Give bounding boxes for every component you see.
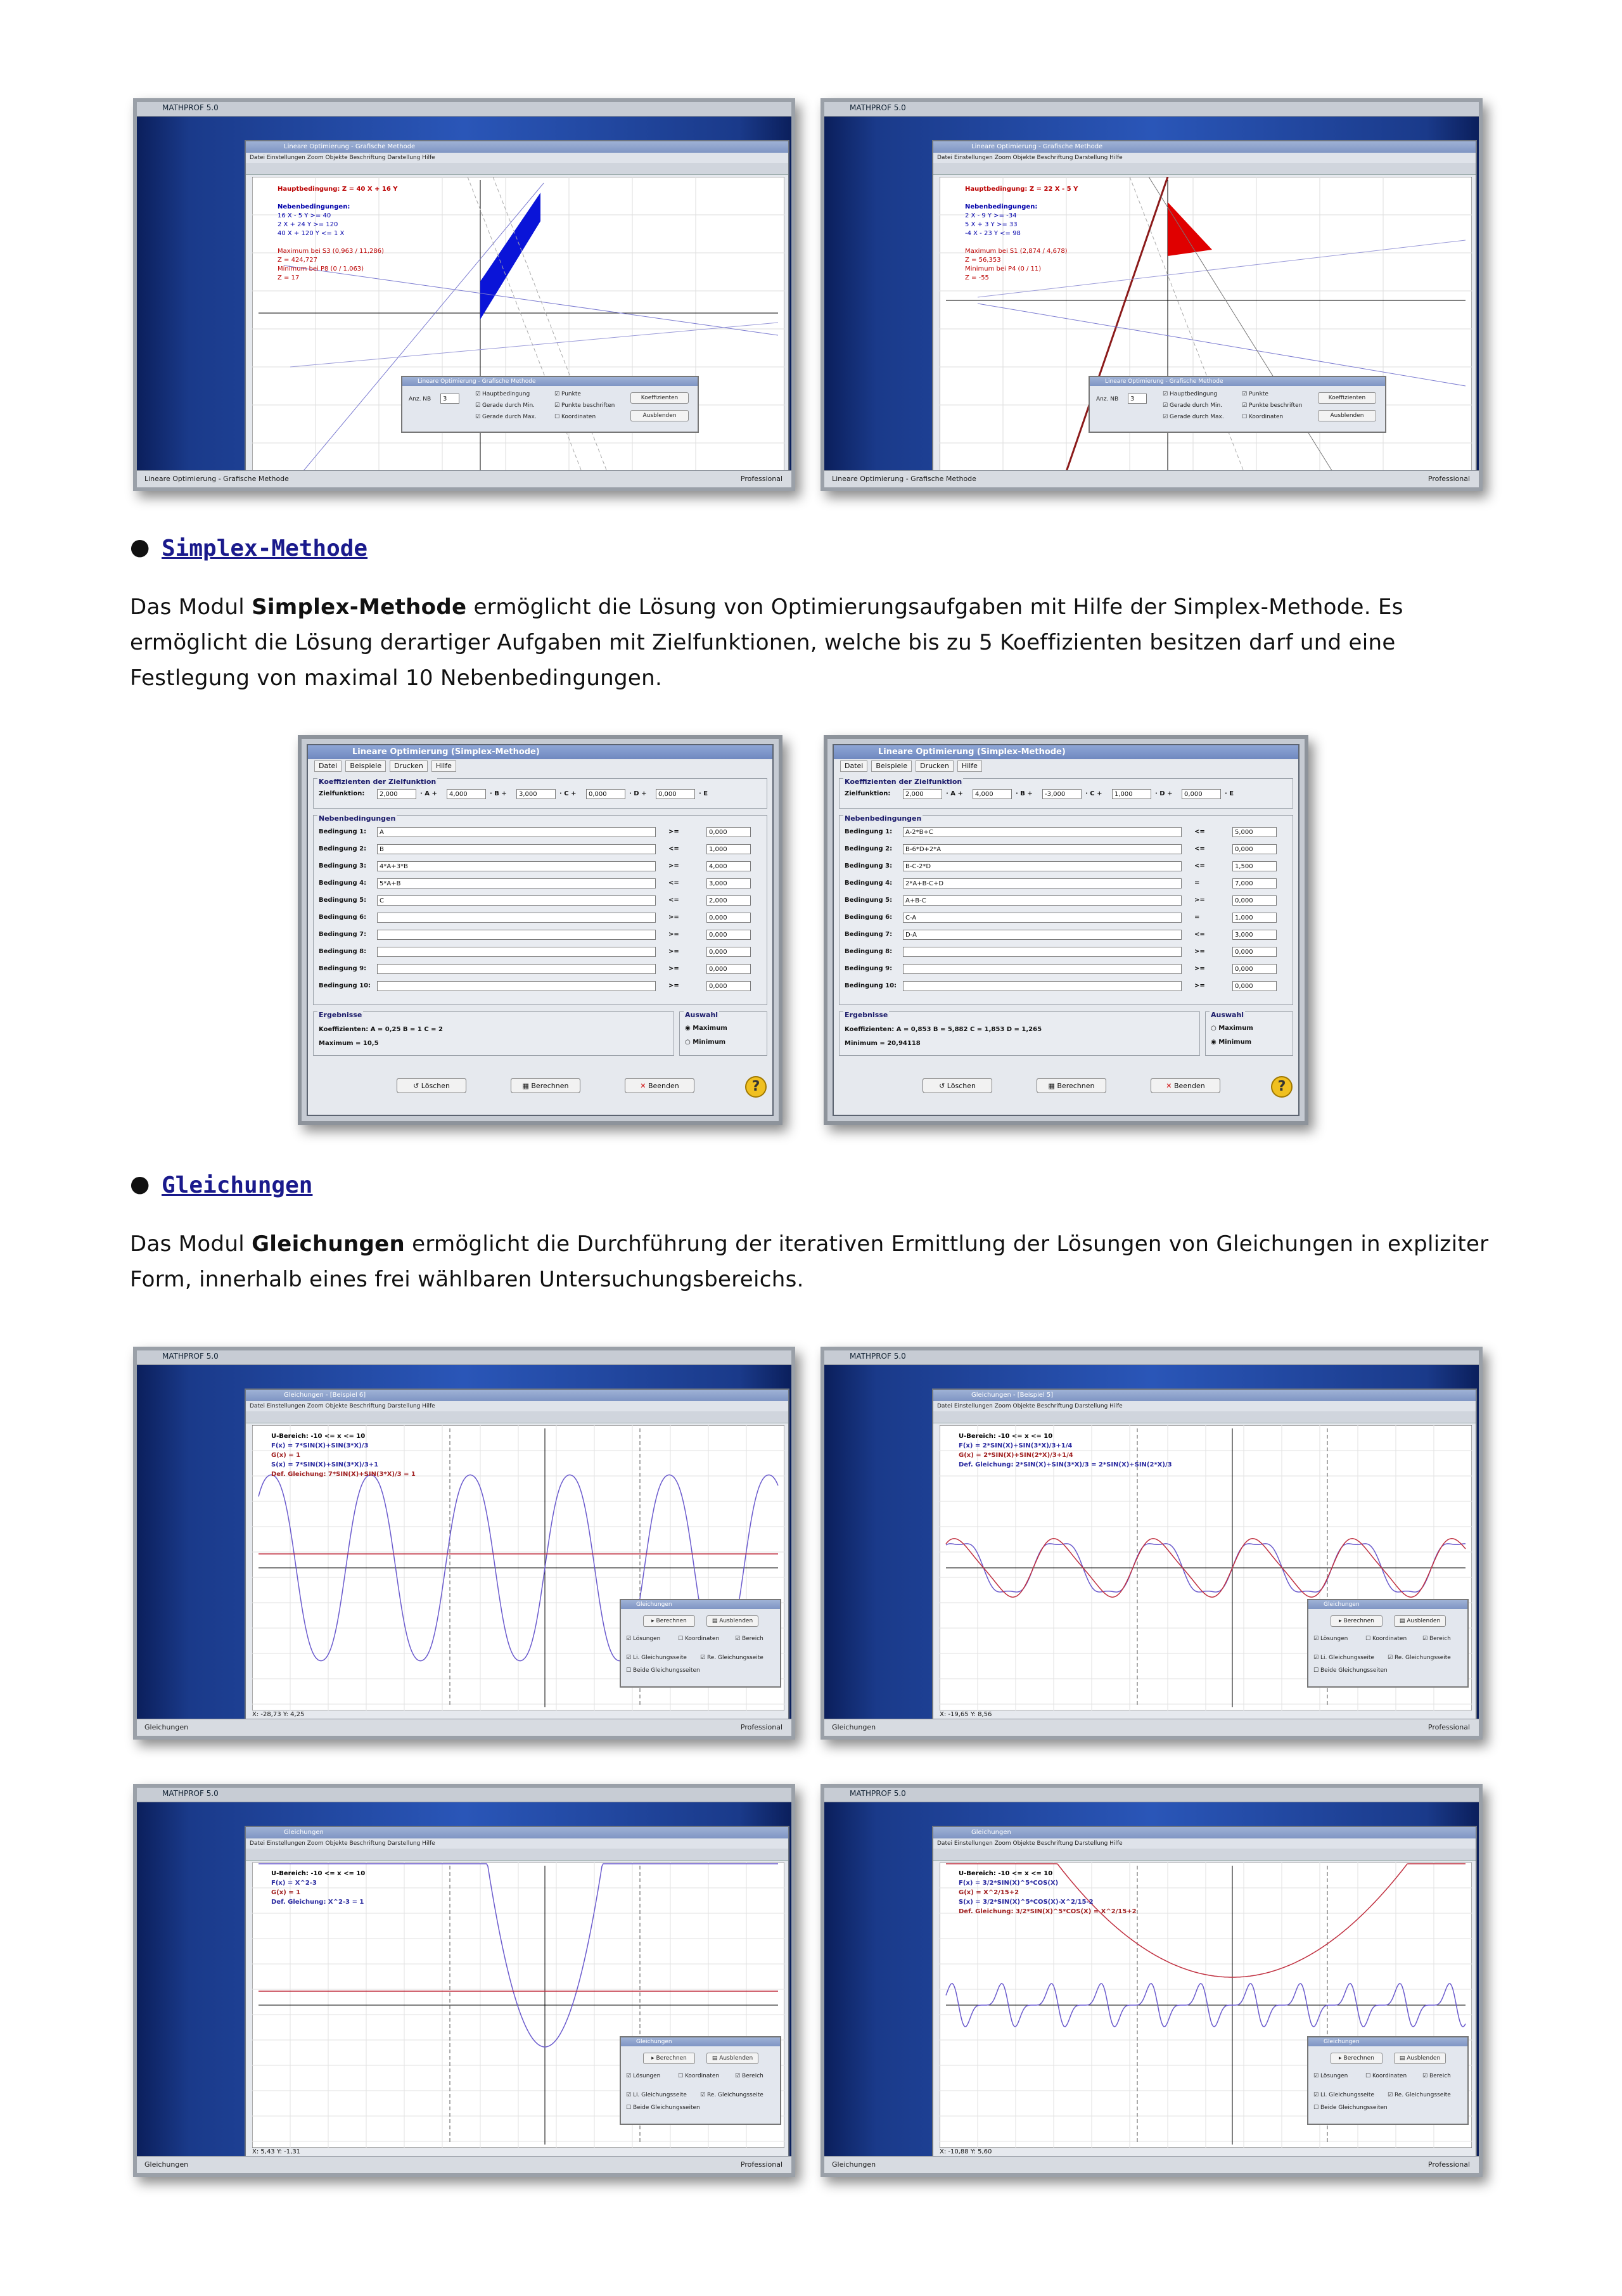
condition-label: Bedingung 7: [319,931,367,938]
group-constraints: Nebenbedingungen Bedingung 1: A >= 0,000 Bedingung 2: B <= 1,000 Bedingung 3: 4*A+3*B >= 4,000 Bedingung 4: 5*A+B <= 3,000 Bedingung 5: C <= 2,000 Bedingung 6: >= 0,000 Bedingung 7: >= 0,000 Bedingung 8: >= 0,000 Bedingung 9: >= 0,000 Bedingung 10: >= 0,000 [313,815,767,1005]
berechnen-button[interactable]: ▦ Berechnen [1037,1078,1106,1093]
condition-operator: <= [668,897,679,904]
status-text: Gleichungen [144,1723,189,1731]
svg-text:Z = -55: Z = -55 [965,274,989,281]
opt-li-gleichungsseite[interactable]: ☑ Li. Gleichungsseite [626,1655,687,1661]
condition-operator: >= [668,828,679,835]
svg-text:16 X - 5 Y >= 40: 16 X - 5 Y >= 40 [278,212,331,219]
menu-bar[interactable]: Datei Einstellungen Zoom Objekte Beschriftung Darstellung Hilfe [246,153,788,163]
svg-text:40 X + 120 Y <= 1 X: 40 X + 120 Y <= 1 X [278,230,345,237]
condition-rhs[interactable]: 1,500 [1232,861,1277,871]
graph-window [245,1389,789,1724]
opt-beide-gleichungsseiten[interactable]: ☐ Beide Gleichungsseiten [1313,2105,1388,2111]
group-results: Ergebnisse Koeffizienten: A = 0,25 B = 1 C = 2 Maximum = 10,5 [313,1011,674,1056]
opt-punkte-beschriften[interactable]: ☑ Punkte beschriften [554,402,615,409]
svg-text:Minimum bei P8 (0 / 1,063): Minimum bei P8 (0 / 1,063) [278,266,364,273]
window-title: MATHPROF 5.0 [850,1789,906,1798]
toolbar[interactable] [246,1849,788,1861]
ausblenden-button[interactable]: ▤ Ausblenden [706,1615,758,1627]
condition-rhs[interactable]: 0,000 [1232,964,1277,974]
opt-koordinaten[interactable]: ☐ Koordinaten [1365,2073,1407,2079]
equation-info-line: F(x) = 2*SIN(X)+SIN(3*X)/3+1/4 [959,1442,1073,1449]
koeffizienten-button[interactable]: Koeffizienten [1318,392,1376,404]
opt-loesungen[interactable]: ☑ Lösungen [626,1636,661,1642]
menu-bar[interactable]: Datei Einstellungen Zoom Objekte Beschriftung Darstellung Hilfe [246,1401,788,1411]
coordinate-readout: X: 5,43 Y: -1,31 [252,2148,301,2155]
equation-info-line: G(x) = 1 [271,1889,301,1896]
ausblenden-button[interactable]: ▤ Ausblenden [1394,2053,1446,2064]
equation-info-line: U-Bereich: -10 <= x <= 10 [271,1870,366,1877]
menu-bar[interactable]: Datei Einstellungen Zoom Objekte Beschriftung Darstellung Hilfe [933,1401,1476,1411]
group-coefficients: Koeffizienten der Zielfunktion Zielfunktion: 2,000 · A + 4,000 · B + -3,000 · C + 1,000 · D + 0,000 · E [839,778,1293,809]
equation-panel: Gleichungen ▸ Berechnen ▤ Ausblenden ☑ Lösungen ☐ Koordinaten ☑ Bereich ☑ Li. Gleichungsseite ☑ Re. Gleichungsseite ☐ Beide Gleichungsseiten [1307,2036,1469,2125]
condition-rhs[interactable]: 0,000 [706,930,751,940]
condition-label: Bedingung 9: [845,965,893,972]
help-icon[interactable]: ? [1271,1076,1293,1098]
opt-hauptbedingung[interactable]: ☑ Hauptbedingung [1163,391,1218,397]
opt-loesungen[interactable]: ☑ Lösungen [1313,2073,1348,2079]
ausblenden-button[interactable]: Ausblenden [1318,410,1376,421]
toolbar[interactable] [933,1411,1476,1423]
graph-window [932,1826,1477,2162]
opt-koordinaten[interactable]: ☐ Koordinaten [554,414,596,420]
opt-bereich[interactable]: ☑ Bereich [1422,1636,1451,1642]
window-title: MATHPROF 5.0 [850,1352,906,1361]
coef-e[interactable]: 0,000 [656,789,695,799]
inner-title: Lineare Optimierung - Grafische Methode [246,141,788,153]
opt-koordinaten[interactable]: ☐ Koordinaten [1365,1636,1407,1642]
opt-li-gleichungsseite[interactable]: ☑ Li. Gleichungsseite [1313,2092,1374,2098]
condition-field[interactable]: 5*A+B [377,878,656,888]
condition-label: Bedingung 5: [845,897,893,904]
group-selection: Auswahl ○ Maximum ◉ Minimum [1205,1011,1293,1056]
condition-field[interactable]: D-A [903,930,1182,940]
svg-text:5 X + 3 Y >= 33: 5 X + 3 Y >= 33 [965,221,1018,228]
gleichungen-link[interactable]: Gleichungen [162,1172,313,1198]
menu-bar[interactable]: Datei Einstellungen Zoom Objekte Beschriftung Darstellung Hilfe [933,153,1476,163]
opt-koordinaten[interactable]: ☐ Koordinaten [678,2073,720,2079]
coef-e[interactable]: 0,000 [1182,789,1221,799]
graph-window [932,1389,1477,1724]
edition-label: Professional [1427,475,1470,483]
group-coefficients: Koeffizienten der Zielfunktion Zielfunktion: 2,000 · A + 4,000 · B + 3,000 · C + 0,000 · D + 0,000 · E [313,778,767,809]
condition-label: Bedingung 1: [319,828,367,835]
condition-operator: >= [668,914,679,921]
radio-maximum[interactable]: ○ Maximum [1211,1025,1253,1032]
condition-rhs[interactable]: 0,000 [706,947,751,957]
edition-label: Professional [1427,2160,1470,2169]
condition-label: Bedingung 10: [319,982,371,989]
coef-d[interactable]: 0,000 [586,789,625,799]
menu-bar[interactable]: Datei Beispiele Drucken Hilfe [834,759,1298,773]
condition-field[interactable]: A-2*B+C [903,827,1182,837]
opt-loesungen[interactable]: ☑ Lösungen [1313,1636,1348,1642]
toolbar[interactable] [246,1411,788,1423]
menu-bar[interactable]: Datei Einstellungen Zoom Objekte Beschriftung Darstellung Hilfe [933,1838,1476,1849]
bullet-icon: ● [130,534,150,560]
group-selection: Auswahl ◉ Maximum ○ Minimum [679,1011,767,1056]
condition-label: Bedingung 8: [845,948,893,955]
condition-field[interactable]: A [377,827,656,837]
inner-title: Lineare Optimierung - Grafische Methode [933,141,1476,153]
opt-koordinaten[interactable]: ☐ Koordinaten [678,1636,720,1642]
result-value: Maximum = 10,5 [319,1040,379,1047]
coef-c[interactable]: 3,000 [516,789,556,799]
coef-b[interactable]: 4,000 [447,789,486,799]
condition-field[interactable] [377,930,656,940]
ausblenden-button[interactable]: ▤ Ausblenden [706,2053,758,2064]
simplex-window-2 [824,735,1308,1125]
condition-rhs[interactable]: 7,000 [1232,878,1277,888]
equation-panel: Gleichungen ▸ Berechnen ▤ Ausblenden ☑ Lösungen ☐ Koordinaten ☑ Bereich ☑ Li. Gleichungsseite ☑ Re. Gleichungsseite ☐ Beide Gleichungsseiten [620,1599,781,1688]
equation-info-line: S(x) = 7*SIN(X)+SIN(3*X)/3+1 [271,1461,379,1468]
group-constraints: Nebenbedingungen Bedingung 1: A-2*B+C <= 5,000 Bedingung 2: B-6*D+2*A <= 0,000 Bedingung 3: B-C-2*D <= 1,500 Bedingung 4: 2*A+B-C+D = 7,000 Bedingung 5: A+B-C >= 0,000 Bedingung 6: C-A = 1,000 Bedingung 7: D-A <= 3,000 Bedingung 8: >= 0,000 Bedingung 9: >= 0,000 Bedingung 10: >= 0,000 [839,815,1293,1005]
equation-info-line: Def. Gleichung: 7*SIN(X)+SIN(3*X)/3 = 1 [271,1471,416,1478]
condition-operator: >= [668,982,679,989]
condition-operator: <= [668,880,679,887]
loeschen-button[interactable]: ↺ Löschen [923,1078,992,1093]
opt-li-gleichungsseite[interactable]: ☑ Li. Gleichungsseite [1313,1655,1374,1661]
opt-li-gleichungsseite[interactable]: ☑ Li. Gleichungsseite [626,2092,687,2098]
condition-operator: = [1194,880,1200,887]
condition-operator: >= [668,948,679,955]
condition-operator: >= [1194,965,1205,972]
opt-bereich[interactable]: ☑ Bereich [735,1636,763,1642]
condition-operator: <= [1194,845,1205,852]
condition-field[interactable]: A+B-C [903,895,1182,906]
simplex-description: Das Modul Simplex-Methode ermöglicht die Lösung von Optimierungsaufgaben mit Hilfe der Simplex-Methode. Es ermöglicht die Lösung derartiger Aufgaben mit Zielfunktionen, welche bis zu 5 Koeffizienten besitzen darf und eine Festlegung von maximal 10 Nebenbedingungen. [130,594,1403,691]
graph-window [245,1826,789,2162]
ausblenden-button[interactable]: Ausblenden [630,410,689,421]
inner-title: Gleichungen [246,1827,788,1838]
condition-label: Bedingung 2: [845,845,893,852]
coordinate-readout: X: -28,73 Y: 4,25 [252,1711,305,1718]
inner-title: Gleichungen [933,1827,1476,1838]
opt-beide-gleichungsseiten[interactable]: ☐ Beide Gleichungsseiten [626,1667,700,1674]
condition-rhs[interactable]: 2,000 [706,895,751,906]
status-text: Gleichungen [832,2160,876,2169]
equation-info-line: F(x) = 7*SIN(X)+SIN(3*X)/3 [271,1442,369,1449]
screenshot-linopt-1 [133,98,795,491]
condition-field[interactable] [377,913,656,923]
condition-rhs[interactable]: 0,000 [1232,895,1277,906]
condition-operator: <= [1194,931,1205,938]
berechnen-button[interactable]: ▦ Berechnen [511,1078,580,1093]
edition-label: Professional [740,475,782,483]
opt-punkte[interactable]: ☑ Punkte [1242,391,1268,397]
window-title: Lineare Optimierung (Simplex-Methode) [308,745,772,759]
toolbar[interactable] [933,1849,1476,1861]
condition-rhs[interactable]: 1,000 [706,844,751,854]
equation-info-line: U-Bereich: -10 <= x <= 10 [959,1433,1053,1440]
condition-field[interactable]: 4*A+3*B [377,861,656,871]
svg-text:Nebenbedingungen:: Nebenbedingungen: [278,203,350,210]
condition-label: Bedingung 2: [319,845,367,852]
condition-label: Bedingung 6: [319,914,367,921]
status-text: Lineare Optimierung - Grafische Methode [144,475,289,483]
condition-label: Bedingung 6: [845,914,893,921]
ausblenden-button[interactable]: ▤ Ausblenden [1394,1615,1446,1627]
equation-info-line: Def. Gleichung: X^2-3 = 1 [271,1899,364,1906]
status-text: Gleichungen [144,2160,189,2169]
koeffizienten-button[interactable]: Koeffizienten [630,392,689,404]
svg-text:2 X + 24 Y >= 120: 2 X + 24 Y >= 120 [278,221,338,228]
opt-hauptbedingung[interactable]: ☑ Hauptbedingung [475,391,530,397]
simplex-window-1 [298,735,782,1125]
berechnen-button[interactable]: ▸ Berechnen [643,1615,695,1627]
window-title: MATHPROF 5.0 [162,1789,219,1798]
graph-window [932,140,1477,476]
result-coefficients: Koeffizienten: A = 0,853 B = 5,882 C = 1,853 D = 1,265 [845,1026,1042,1033]
screenshot-gleichungen-2 [821,1347,1483,1740]
edition-label: Professional [1427,1723,1470,1731]
menu-bar[interactable]: Datei Einstellungen Zoom Objekte Beschriftung Darstellung Hilfe [246,1838,788,1849]
radio-minimum[interactable]: ◉ Minimum [1211,1039,1252,1046]
simplex-link[interactable]: Simplex-Methode [162,536,368,561]
opt-re-gleichungsseite[interactable]: ☑ Re. Gleichungsseite [1388,1655,1451,1661]
window-title: MATHPROF 5.0 [162,1352,219,1361]
svg-text:Z = 424,727: Z = 424,727 [278,257,317,264]
svg-text:-4 X - 23 Y <= 98: -4 X - 23 Y <= 98 [965,230,1021,237]
condition-label: Bedingung 7: [845,931,893,938]
condition-field[interactable]: C [377,895,656,906]
edition-label: Professional [740,1723,782,1731]
gleichungen-description: Das Modul Gleichungen ermöglicht die Durchführung der iterativen Ermittlung der Lösungen von Gleichungen in expliziter Form, innerhalb eines frei wählbaren Untersuchungsbereichs. [130,1231,1489,1292]
coef-b[interactable]: 4,000 [973,789,1012,799]
opt-koordinaten[interactable]: ☐ Koordinaten [1242,414,1284,420]
screenshot-gleichungen-4 [821,1784,1483,2177]
condition-rhs[interactable]: 0,000 [1232,981,1277,991]
opt-gerade-min[interactable]: ☑ Gerade durch Min. [1163,402,1223,409]
condition-field[interactable]: B-C-2*D [903,861,1182,871]
equation-panel: Gleichungen ▸ Berechnen ▤ Ausblenden ☑ Lösungen ☐ Koordinaten ☑ Bereich ☑ Li. Gleichungsseite ☑ Re. Gleichungsseite ☐ Beide Gleichungsseiten [1307,1599,1469,1688]
coordinate-readout: X: -19,65 Y: 8,56 [940,1711,992,1718]
menu-bar[interactable]: Datei Beispiele Drucken Hilfe [308,759,772,773]
equation-info-line: S(x) = 3/2*SIN(X)^5*COS(X)-X^2/15-2 [959,1899,1094,1906]
edition-label: Professional [740,2160,782,2169]
condition-operator: <= [1194,828,1205,835]
berechnen-button[interactable]: ▸ Berechnen [1331,2053,1383,2064]
condition-operator: >= [668,931,679,938]
opt-bereich[interactable]: ☑ Bereich [735,2073,763,2079]
svg-text:Minimum bei P4 (0 / 11): Minimum bei P4 (0 / 11) [965,266,1042,273]
equation-info-line: Def. Gleichung: 3/2*SIN(X)^5*COS(X) = X^2/15+2 [959,1908,1137,1915]
radio-maximum[interactable]: ◉ Maximum [685,1025,727,1032]
svg-text:Z = 56,353: Z = 56,353 [965,257,1001,264]
anz-nb-field[interactable]: 3 [440,394,459,404]
bullet-icon: ● [130,1171,150,1197]
screenshot-linopt-2 [821,98,1483,491]
condition-label: Bedingung 9: [319,965,367,972]
condition-label: Bedingung 5: [319,897,367,904]
equation-info-line: G(x) = X^2/15+2 [959,1889,1019,1896]
condition-rhs[interactable]: 0,000 [706,964,751,974]
condition-operator: >= [1194,948,1205,955]
anz-nb-field[interactable]: 3 [1128,394,1147,404]
group-results: Ergebnisse Koeffizienten: A = 0,853 B = 5,882 C = 1,853 D = 1,265 Minimum = 20,94118 [839,1011,1200,1056]
beenden-button[interactable]: ✕ Beenden [625,1078,694,1093]
condition-field[interactable]: C-A [903,913,1182,923]
condition-rhs[interactable]: 3,000 [706,878,751,888]
loeschen-button[interactable]: ↺ Löschen [397,1078,466,1093]
condition-rhs[interactable]: 5,000 [1232,827,1277,837]
opt-gerade-max[interactable]: ☑ Gerade durch Max. [1163,414,1224,420]
condition-label: Bedingung 1: [845,828,893,835]
equation-info-line: G(x) = 2*SIN(X)+SIN(2*X)/3+1/4 [959,1452,1073,1459]
graph-window [245,140,789,476]
condition-rhs[interactable]: 0,000 [1232,947,1277,957]
toolbar[interactable] [933,163,1476,175]
condition-field[interactable] [903,964,1182,974]
opt-gerade-max[interactable]: ☑ Gerade durch Max. [475,414,537,420]
opt-punkte-beschriften[interactable]: ☑ Punkte beschriften [1242,402,1303,409]
opt-re-gleichungsseite[interactable]: ☑ Re. Gleichungsseite [1388,2092,1451,2098]
condition-operator: >= [668,965,679,972]
beenden-button[interactable]: ✕ Beenden [1151,1078,1220,1093]
condition-rhs[interactable]: 0,000 [706,827,751,837]
opt-beide-gleichungsseiten[interactable]: ☐ Beide Gleichungsseiten [1313,1667,1388,1674]
berechnen-button[interactable]: ▸ Berechnen [643,2053,695,2064]
condition-rhs[interactable]: 3,000 [1232,930,1277,940]
condition-field[interactable] [903,947,1182,957]
svg-text:Nebenbedingungen:: Nebenbedingungen: [965,203,1038,210]
condition-rhs[interactable]: 0,000 [706,981,751,991]
condition-field[interactable] [377,964,656,974]
equation-info-line: Def. Gleichung: 2*SIN(X)+SIN(3*X)/3 = 2*SIN(X)+SIN(2*X)/3 [959,1461,1172,1468]
opt-loesungen[interactable]: ☑ Lösungen [626,2073,661,2079]
result-value: Minimum = 20,94118 [845,1040,921,1047]
opt-punkte[interactable]: ☑ Punkte [554,391,581,397]
coordinate-readout: X: -10,88 Y: 5,60 [940,2148,992,2155]
coef-d[interactable]: 1,000 [1112,789,1151,799]
opt-gerade-min[interactable]: ☑ Gerade durch Min. [475,402,535,409]
window-title: MATHPROF 5.0 [162,103,219,112]
inner-title: Gleichungen - [Beispiel 6] [246,1390,788,1401]
opt-beide-gleichungsseiten[interactable]: ☐ Beide Gleichungsseiten [626,2105,700,2111]
condition-label: Bedingung 3: [319,863,367,869]
condition-field[interactable]: B-6*D+2*A [903,844,1182,854]
condition-field[interactable]: 2*A+B-C+D [903,878,1182,888]
condition-label: Bedingung 3: [845,863,893,869]
condition-field[interactable] [377,947,656,957]
svg-text:Z = 17: Z = 17 [278,274,300,281]
condition-operator: >= [1194,982,1205,989]
options-panel: Lineare Optimierung - Grafische Methode Anz. NB 3 ☑ Hauptbedingung ☑ Gerade durch Min. ☑ Gerade durch Max. ☑ Punkte ☑ Punkte beschriften ☐ Koordinaten Koeffizienten Ausblenden [1089,376,1386,433]
condition-label: Bedingung 4: [319,880,367,887]
svg-text:Hauptbedingung: Z = 22 X - 5 Y: Hauptbedingung: Z = 22 X - 5 Y [965,186,1078,193]
svg-text:Hauptbedingung: Z = 40 X + 16: Hauptbedingung: Z = 40 X + 16 Y [278,186,398,193]
condition-field[interactable] [903,981,1182,991]
toolbar[interactable] [246,163,788,175]
svg-text:Maximum bei S3 (0,963 / 11,286: Maximum bei S3 (0,963 / 11,286) [278,248,384,255]
result-coefficients: Koeffizienten: A = 0,25 B = 1 C = 2 [319,1026,443,1033]
condition-label: Bedingung 10: [845,982,897,989]
window-title: MATHPROF 5.0 [850,103,906,112]
opt-bereich[interactable]: ☑ Bereich [1422,2073,1451,2079]
condition-operator: = [1194,914,1200,921]
berechnen-button[interactable]: ▸ Berechnen [1331,1615,1383,1627]
coef-a[interactable]: 2,000 [903,789,942,799]
help-icon[interactable]: ? [745,1076,767,1098]
svg-text:Maximum bei S1 (2,874 / 4,678): Maximum bei S1 (2,874 / 4,678) [965,248,1068,255]
condition-operator: <= [1194,863,1205,869]
condition-rhs[interactable]: 4,000 [706,861,751,871]
equation-panel: Gleichungen ▸ Berechnen ▤ Ausblenden ☑ Lösungen ☐ Koordinaten ☑ Bereich ☑ Li. Gleichungsseite ☑ Re. Gleichungsseite ☐ Beide Gleichungsseiten [620,2036,781,2125]
condition-rhs[interactable]: 0,000 [706,913,751,923]
status-text: Lineare Optimierung - Grafische Methode [832,475,976,483]
condition-rhs[interactable]: 0,000 [1232,844,1277,854]
radio-minimum[interactable]: ○ Minimum [685,1039,726,1046]
inner-title: Gleichungen - [Beispiel 5] [933,1390,1476,1401]
condition-rhs[interactable]: 1,000 [1232,913,1277,923]
screenshot-gleichungen-1 [133,1347,795,1740]
equation-info-line: U-Bereich: -10 <= x <= 10 [959,1870,1053,1877]
options-panel: Lineare Optimierung - Grafische Methode Anz. NB 3 ☑ Hauptbedingung ☑ Gerade durch Min. ☑ Gerade durch Max. ☑ Punkte ☑ Punkte beschriften ☐ Koordinaten Koeffizienten Ausblenden [401,376,699,433]
screenshot-gleichungen-3 [133,1784,795,2177]
equation-info-line: G(x) = 1 [271,1452,301,1459]
svg-text:2 X - 9 Y >= -34: 2 X - 9 Y >= -34 [965,212,1017,219]
condition-operator: >= [1194,897,1205,904]
status-text: Gleichungen [832,1723,876,1731]
coef-c[interactable]: -3,000 [1042,789,1082,799]
equation-info-line: F(x) = X^2-3 [271,1880,317,1887]
opt-re-gleichungsseite[interactable]: ☑ Re. Gleichungsseite [700,2092,763,2098]
condition-label: Bedingung 8: [319,948,367,955]
condition-label: Bedingung 4: [845,880,893,887]
coef-a[interactable]: 2,000 [377,789,416,799]
condition-operator: <= [668,845,679,852]
equation-info-line: F(x) = 3/2*SIN(X)^5*COS(X) [959,1880,1059,1887]
condition-field[interactable] [377,981,656,991]
condition-field[interactable]: B [377,844,656,854]
condition-operator: >= [668,863,679,869]
window-title: Lineare Optimierung (Simplex-Methode) [834,745,1298,759]
equation-info-line: U-Bereich: -10 <= x <= 10 [271,1433,366,1440]
opt-re-gleichungsseite[interactable]: ☑ Re. Gleichungsseite [700,1655,763,1661]
